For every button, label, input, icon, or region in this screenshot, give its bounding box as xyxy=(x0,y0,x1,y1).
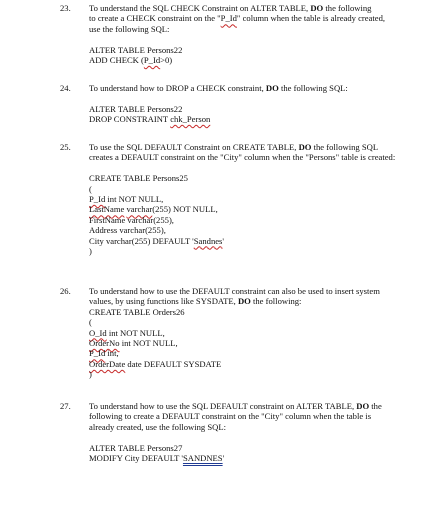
text-line: ( xyxy=(89,183,92,194)
item-body xyxy=(89,3,441,65)
spellcheck-word: OrderDate xyxy=(89,358,126,369)
text-line: ( xyxy=(89,317,92,328)
text-line: Address varchar(255), xyxy=(89,225,166,236)
text-line: To understand how to use the SQL DEFAULT constraint on ALTER TABLE, DO the xyxy=(89,401,382,411)
instruction-text xyxy=(89,401,441,432)
item-body xyxy=(89,83,441,125)
text-line: To understand how to DROP a CHECK constraint, DO the following SQL: xyxy=(89,83,348,93)
bold-keyword: DO xyxy=(237,296,251,307)
text-line: use the following SQL: xyxy=(89,23,170,34)
text-line: CREATE TABLE Orders26 xyxy=(89,306,185,317)
text-line: P_Id int NOT NULL, xyxy=(89,194,164,205)
sql-code-block xyxy=(89,104,441,125)
text-line: P_Id int, xyxy=(89,348,119,359)
spellcheck-word: P_Id xyxy=(89,348,106,359)
text-line: OrderNo int NOT NULL, xyxy=(89,338,178,349)
sql-code-block xyxy=(89,317,441,379)
bold-keyword: DO xyxy=(265,83,279,93)
spellcheck-word: Sandnes xyxy=(193,235,223,246)
text-line: CREATE TABLE Persons25 xyxy=(89,173,188,184)
text-line: ADD CHECK (P_Id>0) xyxy=(89,55,173,66)
spellcheck-word: chk_Person xyxy=(170,114,211,125)
spellcheck-word: P_Id xyxy=(143,55,161,66)
sql-code-block xyxy=(89,45,441,66)
spellcheck-word: varchar xyxy=(126,204,153,215)
text-line: FirstName varchar(255), xyxy=(89,214,174,225)
text-line: To understand how to use the DEFAULT constraint can also be used to insert system xyxy=(89,286,380,296)
spellcheck-word: P_Id xyxy=(89,194,106,205)
text-line: To understand the SQL CHECK Constraint on ALTER TABLE, DO the following xyxy=(89,3,372,13)
bold-keyword: DO xyxy=(356,401,370,411)
spellcheck-word: P_Id xyxy=(220,13,237,24)
instruction-text xyxy=(89,142,441,163)
text-line: following to create a DEFAULT constraint on the "City" column when the table is xyxy=(89,411,372,422)
instruction-text xyxy=(89,83,441,93)
bold-keyword: DO xyxy=(310,3,324,13)
instruction-text xyxy=(89,286,441,317)
text-line: To use the SQL DEFAULT Constraint on CREATE TABLE, DO the following SQL xyxy=(89,142,379,152)
text-line: OrderDate date DEFAULT SYSDATE xyxy=(89,358,222,369)
item-number: 26. xyxy=(60,286,71,296)
text-line: DROP CONSTRAINT chk_Person xyxy=(89,114,211,125)
text-line: values, by using functions like SYSDATE, DO the following: xyxy=(89,296,302,307)
text-line: ALTER TABLE Persons22 xyxy=(89,44,183,55)
item-number: 27. xyxy=(60,401,71,411)
item-number: 25. xyxy=(60,142,71,152)
text-line: to create a CHECK constraint on the "P_Id" column when the table is already created, xyxy=(89,13,386,24)
text-line: LastName varchar(255) NOT NULL, xyxy=(89,204,218,215)
grammar-flag-word: SANDNES xyxy=(182,453,223,464)
item-body xyxy=(89,286,441,380)
spellcheck-word: OrderNo xyxy=(89,338,120,349)
item-number: 24. xyxy=(60,83,71,93)
bold-keyword: DO xyxy=(298,142,312,152)
text-line: City varchar(255) DEFAULT 'Sandnes' xyxy=(89,235,224,246)
text-line: O_Id int NOT NULL, xyxy=(89,327,165,338)
spellcheck-word: LastName xyxy=(89,204,125,215)
text-line: MODIFY City DEFAULT 'SANDNES' xyxy=(89,453,225,464)
text-line: ) xyxy=(89,369,92,380)
sql-code-block xyxy=(89,443,441,464)
text-line: ) xyxy=(89,246,92,257)
text-line: ALTER TABLE Persons27 xyxy=(89,442,183,453)
text-line: ALTER TABLE Persons22 xyxy=(89,103,183,114)
instruction-text xyxy=(89,3,441,34)
item-number: 23. xyxy=(60,3,71,13)
text-line: already created, use the following SQL: xyxy=(89,421,226,432)
spellcheck-word: O_Id xyxy=(89,327,107,338)
text-line: creates a DEFAULT constraint on the "City" column when the "Persons" table is created: xyxy=(89,152,396,163)
sql-code-block xyxy=(89,173,441,256)
item-body xyxy=(89,401,441,463)
item-body xyxy=(89,142,441,256)
